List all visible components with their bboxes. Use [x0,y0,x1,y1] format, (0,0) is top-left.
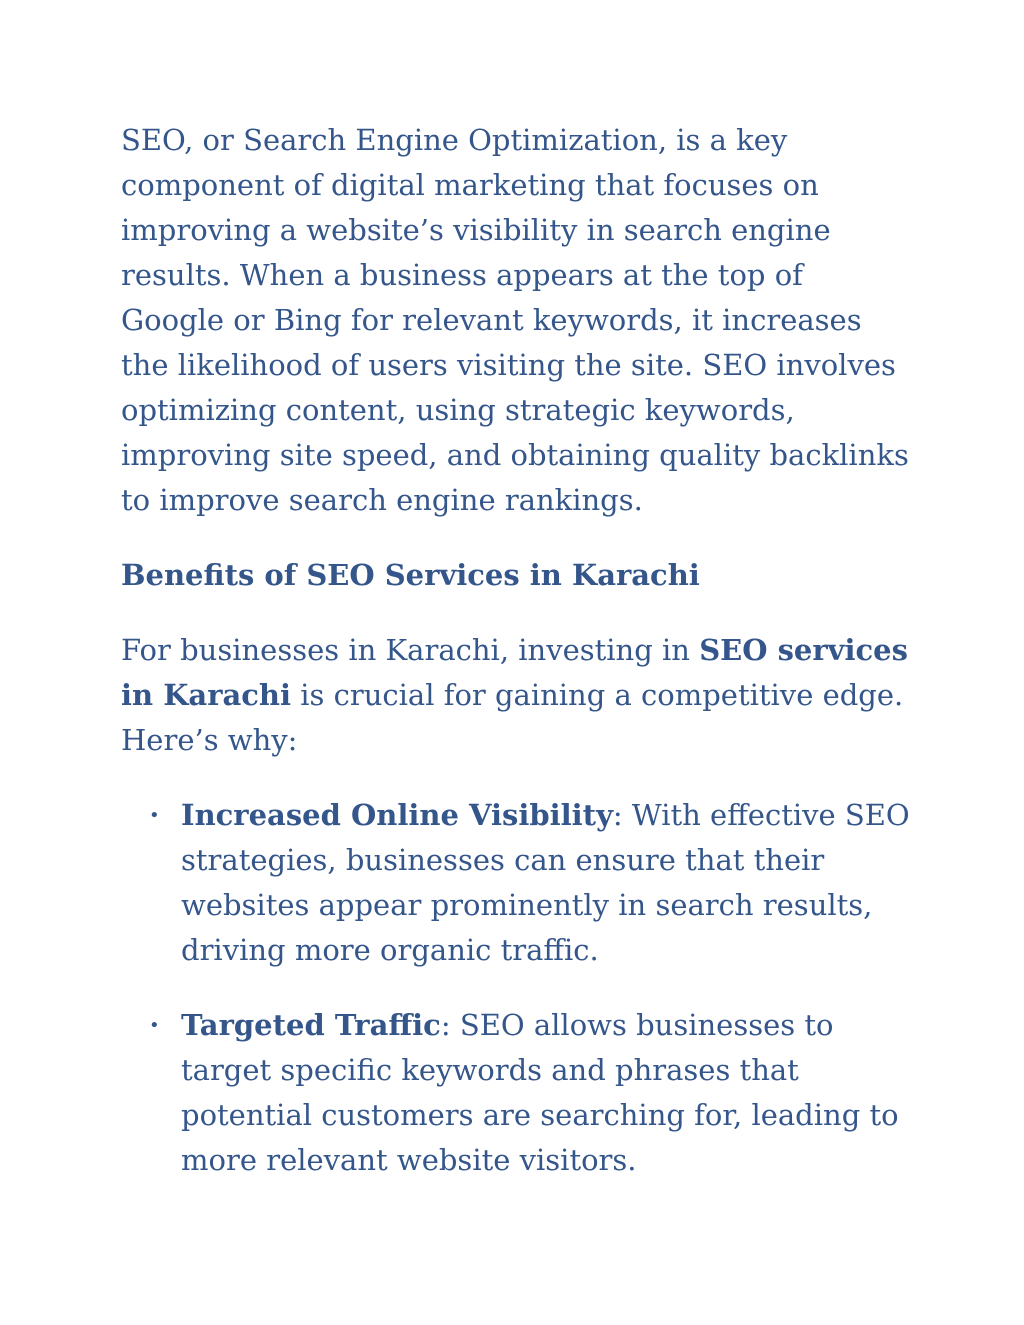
benefits-list [121,793,911,1183]
benefit-text: : SEO allows businesses to target specific keywords and phrases that potential customers are searching for, leading to more relevant website visitors. [181,1008,899,1177]
bullet-icon: • [149,805,160,826]
lead-text-before: For businesses in Karachi, investing in [121,633,700,667]
lead-text-after: is crucial for gaining a competitive edge. Here’s why: [121,678,904,757]
lead-bold-text: SEO services in Karachi [121,633,908,712]
bullet-icon: • [149,1015,160,1036]
benefit-text: : With effective SEO strategies, businesses can ensure that their websites appear prominently in search results, driving more organic traffic. [181,798,910,967]
lead-paragraph [121,628,911,763]
benefit-item-targeted-traffic [121,1003,911,1183]
benefit-title: Increased Online Visibility [181,798,613,832]
benefit-item-visibility [121,793,911,973]
document-page [121,118,911,1213]
intro-paragraph: SEO, or Search Engine Optimization, is a key component of digital marketing that focuses on improving a website’s visibility in search engine results. When a business appears at the top of Google or Bing for relevant keywords, it increases the likelihood of users visiting the site. SEO involves optimizing content, using strategic keywords, improving site speed, and obtaining quality backlinks to improve search engine rankings. [121,123,909,517]
benefit-title: Targeted Traffic [181,1008,441,1042]
section-heading: Benefits of SEO Services in Karachi [121,558,700,592]
